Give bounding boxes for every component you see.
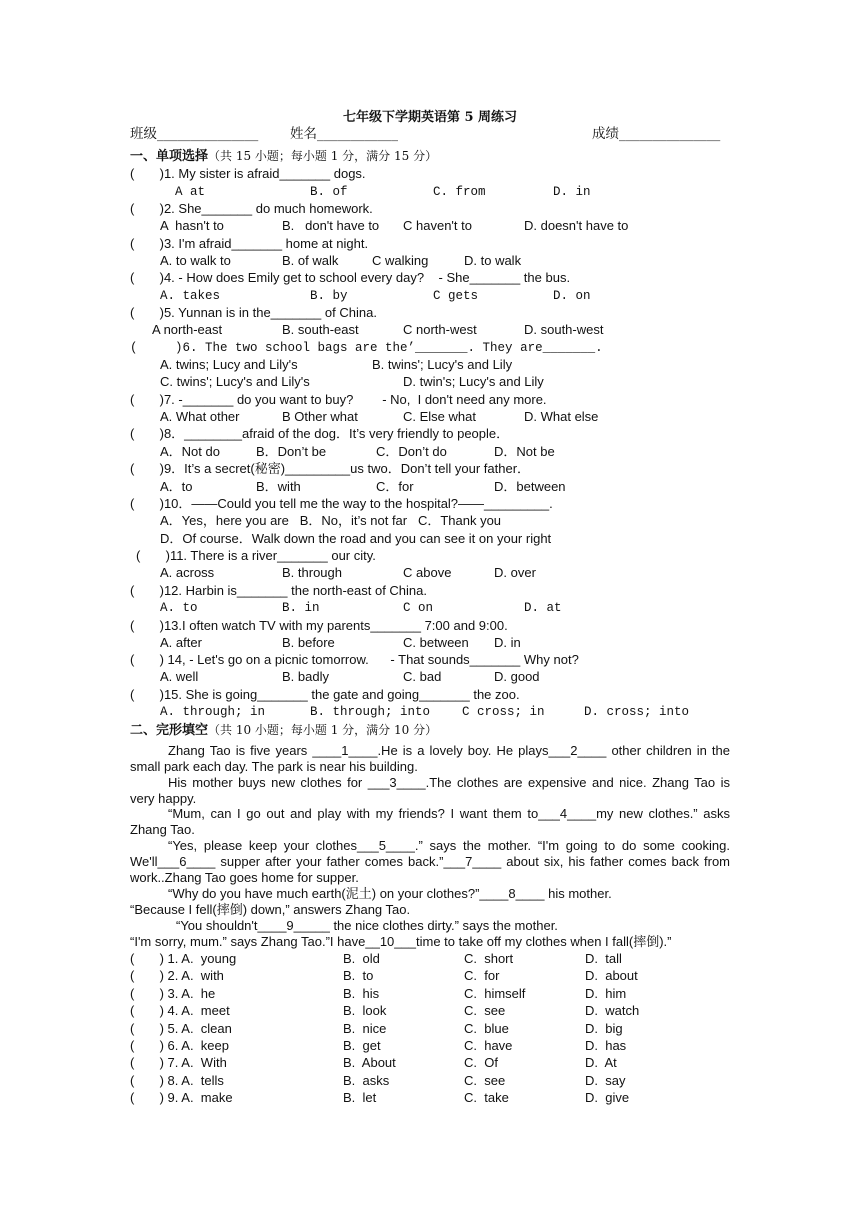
passage-paragraph-2 — [130, 775, 730, 807]
passage-text: time to take off my clothes when I fall(摔倒).” — [415, 934, 672, 949]
cloze-option: C. see — [464, 1072, 506, 1088]
q13-option-c: C. between — [403, 635, 469, 650]
cloze-question: ( ) 2. A. with — [130, 968, 224, 984]
cloze-option: C. have — [464, 1038, 513, 1053]
blank-8: ____8____ — [479, 886, 545, 901]
q11-option-d: D. over — [494, 565, 536, 580]
section1-title: 一、单项选择 — [130, 149, 209, 164]
q3-option-a: A. to walk to — [160, 253, 231, 268]
score-blank: _______________ — [619, 126, 721, 142]
q14-option-d: D. good — [494, 669, 540, 684]
cloze-option: D. tall — [585, 951, 622, 966]
q2-option-d: D. doesn't have to — [524, 218, 629, 233]
passage-text: “I'm sorry, mum.” says Zhang Tao.”I have — [130, 934, 366, 949]
name-label: 姓名 — [290, 126, 317, 142]
cloze-option: C. blue — [464, 1020, 509, 1036]
q8-option-d: D．Not be — [494, 444, 555, 459]
question-7: ( )7. -_______ do you want to buy? - No, I don't need any more. — [130, 392, 547, 407]
section1-heading — [130, 148, 437, 165]
blank-7: ___7____ — [443, 854, 502, 869]
cloze-question: ( ) 4. A. meet — [130, 1003, 230, 1019]
cloze-option: C. for — [464, 968, 500, 984]
cloze-option: B. old — [343, 951, 380, 966]
q10-option-d: D．Of course．Walk down the road and you can see it on your right — [160, 531, 552, 546]
q15-option-d: D. cross; into — [584, 705, 690, 719]
question-10: ( )10．——Could you tell me the way to the hospital?——_________. — [130, 496, 553, 511]
q7-option-b: B Other what — [282, 409, 358, 424]
q3-option-d: D. to walk — [464, 253, 522, 268]
class-blank: _______________ — [157, 126, 259, 142]
blank-4: ___4____ — [538, 806, 597, 821]
section1-note: （共 15 小题；每小题 1 分，满分 15 分） — [208, 149, 438, 163]
cloze-question: ( ) 1. A. young — [130, 951, 237, 966]
q2-option-b: B. don't have to — [282, 218, 380, 233]
q7-option-c: C. Else what — [403, 409, 476, 424]
q14-option-b: B. badly — [282, 669, 329, 684]
page-title: 七年级下学期英语第 5 周练习 — [342, 110, 518, 125]
passage-text: .He is a lovely boy. He plays — [377, 743, 549, 758]
blank-6: ___6____ — [157, 854, 216, 869]
q3-option-c: C walking — [372, 253, 429, 268]
q12-option-b: B. in — [282, 601, 320, 615]
cloze-option: D. him — [585, 985, 627, 1001]
cloze-option: C. see — [464, 1003, 506, 1019]
cloze-option: D. big — [585, 1020, 623, 1036]
section2-heading — [130, 722, 437, 739]
q12-option-a: A. to — [160, 601, 198, 615]
q6-option-b: B. twins'; Lucy's and Lily — [372, 357, 513, 372]
q4-option-a: A. takes — [160, 289, 221, 303]
passage-paragraph-1 — [130, 743, 730, 775]
q9-option-d: D．between — [494, 479, 566, 494]
q15-option-c: C cross; in — [462, 705, 545, 719]
cloze-option: C. Of — [464, 1055, 498, 1071]
blank-5: ___5____ — [357, 838, 415, 853]
class-field — [130, 126, 258, 142]
cloze-question: ( ) 3. A. he — [130, 985, 216, 1001]
q9-option-b: B．with — [256, 479, 301, 494]
cloze-option: D. say — [585, 1072, 626, 1088]
q13-option-d: D. in — [494, 635, 521, 650]
cloze-option: B. get — [343, 1038, 381, 1053]
passage-text: .The clothes are expensive and nice. Zhang Tao is very happy. — [130, 775, 730, 806]
section2-title: 二、完形填空 — [130, 723, 209, 738]
q11-option-a: A. across — [160, 565, 215, 580]
cloze-option: C. short — [464, 951, 514, 966]
q7-option-a: A. What other — [160, 409, 240, 424]
q14-option-c: C. bad — [403, 669, 442, 684]
passage-paragraph-3 — [130, 806, 730, 838]
name-blank: ____________ — [317, 126, 398, 142]
q6-option-a: A. twins; Lucy and Lily's — [160, 357, 298, 372]
q1-option-a: A at — [175, 185, 206, 199]
passage-text: about six, his father comes back from work..Zhang Tao goes home for supper. — [130, 854, 730, 885]
q2-option-c: C haven't to — [403, 218, 472, 233]
question-13: ( )13.I often watch TV with my parents_______ 7:00 and 9:00. — [130, 618, 508, 633]
passage-text: other children in the small park each day. The park is near his building. — [130, 743, 731, 774]
q1-option-c: C. from — [433, 185, 486, 199]
q11-option-b: B. through — [282, 565, 342, 580]
cloze-question: ( ) 7. A. With — [130, 1055, 227, 1071]
cloze-option: D. watch — [585, 1003, 640, 1019]
q6-option-c: C. twins'; Lucy's and Lily's — [160, 374, 310, 389]
blank-1: ____1____ — [312, 743, 378, 758]
score-field — [592, 126, 720, 142]
q6-option-d: D. twin's; Lucy's and Lily — [403, 374, 544, 389]
score-label: 成绩 — [592, 126, 619, 142]
passage-text: .” says the mother. “I'm going to do some cooking. We'll — [130, 838, 730, 869]
q8-option-b: B．Don’t be — [256, 444, 327, 459]
blank-3: ___3____ — [367, 775, 426, 790]
q9-option-c: C．for — [376, 479, 414, 494]
question-4: ( )4. - How does Emily get to school every day? - She_______ the bus. — [130, 270, 571, 285]
q5-option-d: D. south-west — [524, 322, 604, 337]
q2-option-a: A hasn't to — [160, 218, 224, 233]
q15-option-b: B. through; into — [310, 705, 431, 719]
cloze-option: B. asks — [343, 1072, 390, 1088]
passage-text: “Why do you have much earth(泥土) on your clothes?” — [168, 886, 480, 901]
question-6: ( )6. The two school bags are the’_______. They are_______. — [130, 341, 603, 355]
q11-option-c: C above — [403, 565, 452, 580]
q14-option-a: A. well — [160, 669, 199, 684]
q10-options-abc: A．Yes，here you are B．No，it’s not far C．Thank you — [160, 513, 502, 528]
passage-text: my new clothes.” asks Zhang Tao. — [130, 806, 731, 837]
blank-2: ___2____ — [548, 743, 607, 758]
question-9: ( )9．It’s a secret(秘密)_________us two．Don’t tell your father． — [130, 461, 531, 476]
passage-text: “Mum, can I go out and play with my friends? I want them to — [168, 806, 539, 821]
cloze-option: C. take — [464, 1090, 509, 1106]
cloze-option: B. to — [343, 968, 374, 984]
cloze-option: D. At — [585, 1055, 617, 1071]
class-label: 班级 — [130, 126, 157, 142]
question-3: ( )3. I'm afraid_______ home at night. — [130, 236, 369, 251]
passage-text: “Yes, please keep your clothes — [168, 838, 358, 853]
blank-9: ____9_____ — [257, 918, 330, 933]
cloze-option: D. about — [585, 968, 638, 984]
q9-option-a: A．to — [160, 479, 193, 494]
cloze-question: ( ) 6. A. keep — [130, 1038, 229, 1053]
q5-option-c: C north-west — [403, 322, 477, 337]
question-12: ( )12. Harbin is_______ the north-east of China. — [130, 583, 428, 598]
name-field — [290, 126, 398, 142]
passage-text: supper after your father comes back.” — [215, 854, 444, 869]
passage-paragraph-6: “Because I fell(摔倒) down,” answers Zhang Tao. — [130, 902, 411, 917]
cloze-option: B. let — [343, 1090, 377, 1106]
q5-option-a: A north-east — [152, 322, 223, 337]
q7-option-d: D. What else — [524, 409, 599, 424]
q1-option-d: D. in — [553, 185, 591, 199]
cloze-option: D. give — [585, 1090, 630, 1106]
passage-text: His mother buys new clothes for — [168, 775, 368, 790]
q5-option-b: B. south-east — [282, 322, 359, 337]
question-5: ( )5. Yunnan is in the_______ of China. — [130, 305, 377, 320]
cloze-option: B. About — [343, 1055, 396, 1071]
passage-paragraph-5 — [130, 886, 730, 902]
passage-text: Zhang Tao is five years — [168, 743, 313, 758]
question-1: ( )1. My sister is afraid_______ dogs. — [130, 166, 366, 181]
q12-option-c: C on — [403, 601, 434, 615]
cloze-question: ( ) 9. A. make — [130, 1090, 233, 1106]
question-11: ( )11. There is a river_______ our city. — [136, 548, 376, 563]
passage-paragraph-7 — [130, 918, 730, 934]
passage-text: his mother. — [544, 886, 612, 901]
blank-10: __10___ — [365, 934, 416, 949]
cloze-option: B. nice — [343, 1020, 387, 1036]
cloze-option: C. himself — [464, 985, 526, 1001]
q13-option-b: B. before — [282, 635, 335, 650]
passage-paragraph-4 — [130, 838, 730, 886]
cloze-option: D. has — [585, 1038, 627, 1053]
q8-option-a: A．Not do — [160, 444, 220, 459]
cloze-question: ( ) 8. A. tells — [130, 1072, 224, 1088]
q4-option-b: B. by — [310, 289, 348, 303]
passage-paragraph-8 — [130, 934, 730, 950]
cloze-option: B. look — [343, 1003, 387, 1019]
q12-option-d: D. at — [524, 601, 562, 615]
cloze-option: B. his — [343, 985, 380, 1001]
q4-option-d: D. on — [553, 289, 591, 303]
q1-option-b: B. of — [310, 185, 348, 199]
question-8: ( )8．________afraid of the dog．It’s very friendly to people． — [130, 426, 510, 441]
passage-text: “You shouldn't — [176, 918, 258, 933]
question-15: ( )15. She is going_______ the gate and going_______ the zoo. — [130, 687, 520, 702]
q4-option-c: C gets — [433, 289, 479, 303]
q8-option-c: C．Don’t do — [376, 444, 447, 459]
question-14: ( ) 14, - Let's go on a picnic tomorrow. - That sounds_______ Why not? — [130, 652, 579, 667]
passage-text: the nice clothes dirty.” says the mother. — [329, 918, 558, 933]
section2-note: （共 10 小题；每小题 1 分，满分 10 分） — [208, 723, 438, 737]
q15-option-a: A. through; in — [160, 705, 266, 719]
q13-option-a: A. after — [160, 635, 202, 650]
question-2: ( )2. She_______ do much homework. — [130, 201, 373, 216]
cloze-question: ( ) 5. A. clean — [130, 1020, 232, 1036]
q3-option-b: B. of walk — [282, 253, 339, 268]
